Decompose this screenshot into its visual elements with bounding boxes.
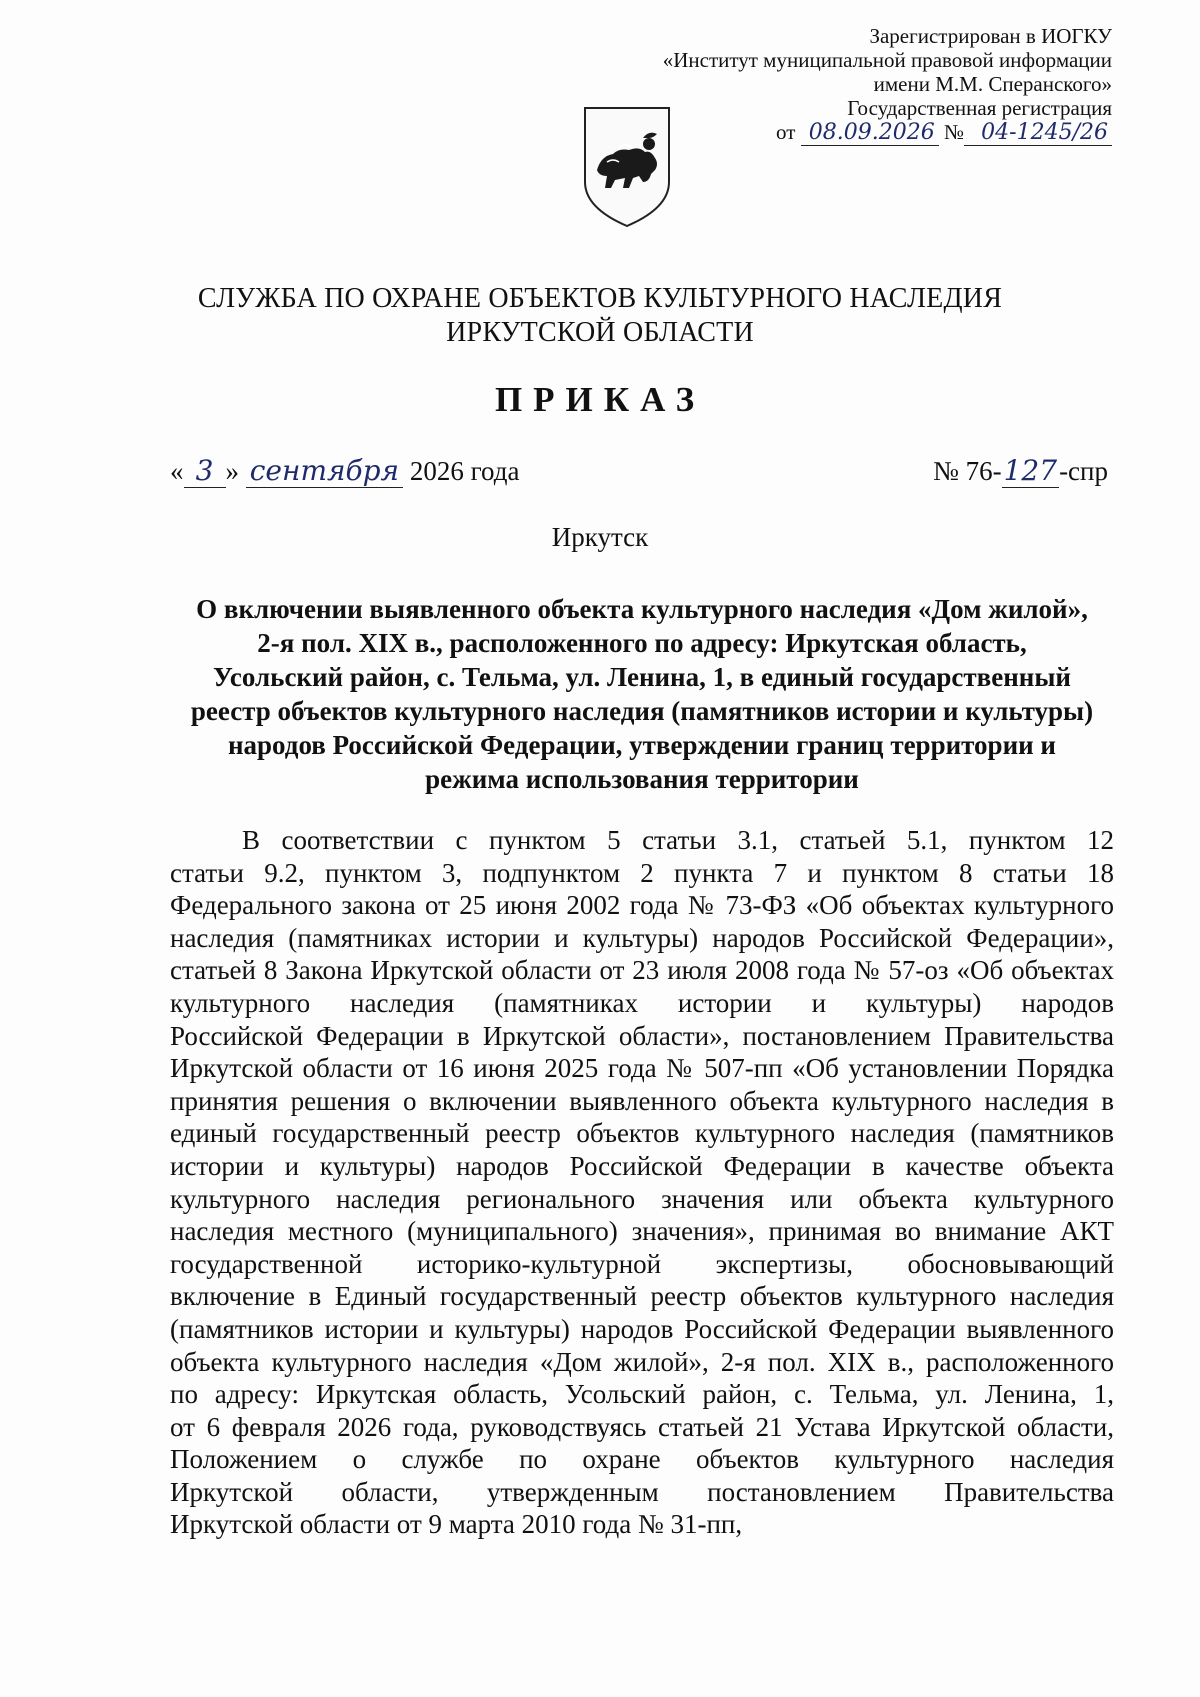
body-line: В соответствии с пунктом 5 статьи 3.1, статьей 5.1, пунктом 12 xyxy=(242,825,1114,855)
body-line: государственной историко-культурной экспертизы, обосновывающий xyxy=(170,1248,1114,1279)
body-line: истории и культуры) народов Российской Федерации в качестве объекта xyxy=(170,1150,1114,1181)
agency-name-line-1: СЛУЖБА ПО ОХРАНЕ ОБЪЕКТОВ КУЛЬТУРНОГО НАСЛЕДИЯ xyxy=(197,283,1003,314)
body-line: по адресу: Иркутская область, Усольский район, с. Тельма, ул. Ленина, 1, xyxy=(170,1379,1114,1410)
body-line: единый государственный реестр объектов культурного наследия (памятников xyxy=(170,1118,1114,1149)
registration-date-prefix: от xyxy=(776,120,796,144)
body-line: Иркутской области от 9 марта 2010 года № 31-пп, xyxy=(170,1509,743,1540)
registration-number-prefix: № xyxy=(943,120,964,144)
body-line: Федерального закона от 25 июня 2002 года № 73-ФЗ «Об объектах культурного xyxy=(170,890,1114,921)
order-month-handwritten: сентября xyxy=(246,454,403,488)
body-line: Положением о службе по охране объектов культурного наследия xyxy=(170,1444,1114,1475)
document-type-title: ПРИКАЗ xyxy=(494,380,706,419)
subject-line: реестр объектов культурного наследия (памятников истории и культуры) xyxy=(190,696,1094,726)
date-quote-open: « xyxy=(170,456,184,486)
registration-line-4: Государственная регистрация xyxy=(847,96,1112,120)
body-line: принятия решения о включении выявленного объекта культурного наследия в xyxy=(170,1085,1114,1116)
order-number-handwritten: 127 xyxy=(1003,454,1058,487)
registration-stamp xyxy=(663,24,1112,146)
body-line: статьи 9.2, пунктом 3, подпунктом 2 пункта 7 и пунктом 8 статьи 18 xyxy=(170,857,1114,888)
body-line: культурного наследия (памятниках истории и культуры) народов xyxy=(170,987,1114,1018)
registration-line-3: имени М.М. Сперанского» xyxy=(873,72,1112,96)
body-line: (памятников истории и культуры) народов Российской Федерации выявленного xyxy=(170,1313,1114,1344)
body-line: Российской Федерации в Иркутской области», постановлением Правительства xyxy=(170,1020,1114,1051)
subject-line: режима использования территории xyxy=(425,764,859,794)
body-line: Иркутской области от 16 июня 2025 года № 507-пп «Об установлении Порядка xyxy=(170,1053,1114,1084)
body-line: от 6 февраля 2026 года, руководствуясь статьей 21 Устава Иркутской области, xyxy=(170,1411,1114,1442)
order-body-paragraph xyxy=(170,824,1114,1541)
body-line: наследия местного (муниципального) значения», принимая во внимание АКТ xyxy=(170,1216,1114,1247)
order-day-handwritten: 3 xyxy=(184,454,226,488)
agency-name-line-2: ИРКУТСКОЙ ОБЛАСТИ xyxy=(446,317,754,348)
registration-date-number xyxy=(663,120,1112,146)
body-line: наследия (памятниках истории и культуры) народов Российской Федерации», xyxy=(170,922,1114,953)
city-name: Иркутск xyxy=(551,522,649,552)
body-line: объекта культурного наследия «Дом жилой», 2-я пол. XIX в., расположенного xyxy=(170,1346,1114,1377)
subject-line: народов Российской Федерации, утверждении границ территории и xyxy=(227,730,1056,760)
subject-line: 2-я пол. XIX в., расположенного по адресу: Иркутская область, xyxy=(257,628,1027,658)
order-date xyxy=(170,454,519,488)
registration-date-handwritten: 08.09.2026 xyxy=(801,121,939,146)
subject-line: О включении выявленного объекта культурного наследия «Дом жилой», xyxy=(196,594,1088,624)
coat-of-arms-icon xyxy=(579,104,675,230)
order-number xyxy=(933,454,1108,487)
order-number-suffix: -спр xyxy=(1059,456,1108,486)
subject-line: Усольский район, с. Тельма, ул. Ленина, 1, в единый государственный xyxy=(212,662,1071,692)
registration-line-1: Зарегистрирован в ИОГКУ xyxy=(869,24,1112,48)
registration-number-handwritten: 04-1245/26 xyxy=(964,121,1112,146)
body-line: включение в Единый государственный реестр объектов культурного наследия xyxy=(170,1281,1114,1312)
registration-line-2: «Институт муниципальной правовой информации xyxy=(662,48,1112,72)
order-year: 2026 года xyxy=(409,456,520,486)
body-line: культурного наследия регионального значения или объекта культурного xyxy=(170,1183,1114,1214)
order-number-prefix: № 76- xyxy=(933,456,1002,486)
body-line: статьей 8 Закона Иркутской области от 23 июля 2008 года № 57-оз «Об объектах xyxy=(170,955,1114,986)
body-line: Иркутской области, утвержденным постановлением Правительства xyxy=(170,1476,1114,1507)
date-quote-close: » xyxy=(225,456,239,486)
order-subject-heading xyxy=(170,592,1114,796)
